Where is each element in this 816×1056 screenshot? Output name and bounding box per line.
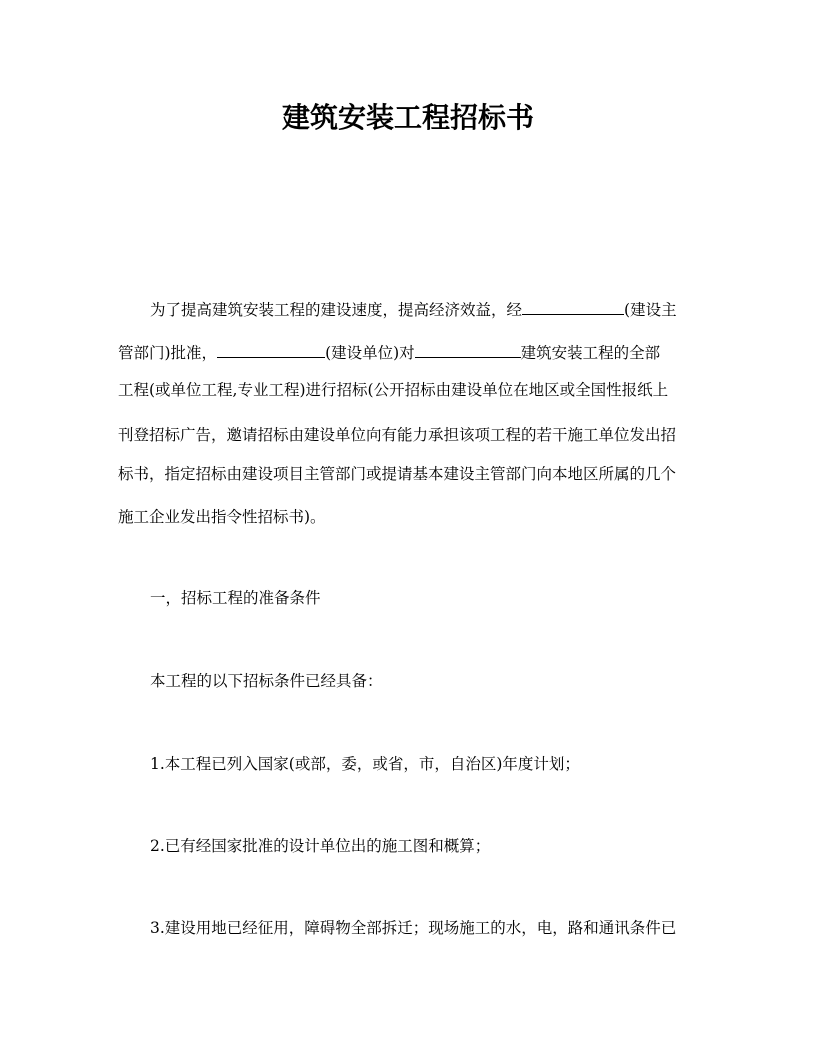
text-fragment: 建筑安装工程的全部 xyxy=(520,344,661,362)
fill-in-blank xyxy=(415,341,521,358)
text-fragment: (建设主 xyxy=(624,301,677,319)
list-item: 2.已有经国家批准的设计单位出的施工图和概算； xyxy=(150,837,491,855)
paragraph-line: 施工企业发出指令性招标书)。 xyxy=(118,508,326,526)
paragraph-line: 工程(或单位工程,专业工程)进行招标(公开招标由建设单位在地区或全国性报纸上 xyxy=(118,381,669,399)
fill-in-blank xyxy=(217,341,325,358)
text-fragment: (建设单位)对 xyxy=(325,344,415,362)
list-item: 1.本工程已列入国家(或部，委，或省，市，自治区)年度计划； xyxy=(150,755,580,773)
section-heading: 一，招标工程的准备条件 xyxy=(150,589,321,607)
document-title: 建筑安装工程招标书 xyxy=(281,101,534,134)
paragraph-line xyxy=(150,298,740,320)
paragraph-line: 本工程的以下招标条件已经具备： xyxy=(150,672,383,690)
paragraph-line: 刊登招标广告，邀请招标由建设单位向有能力承担该项工程的若干施工单位发出招 xyxy=(118,426,677,444)
paragraph-line xyxy=(118,341,708,363)
paragraph-line: 标书，指定招标由建设项目主管部门或提请基本建设主管部门向本地区所属的几个 xyxy=(118,465,677,483)
fill-in-blank xyxy=(522,298,624,315)
list-item: 3.建设用地已经征用，障碍物全部拆迁；现场施工的水，电，路和通讯条件已 xyxy=(150,919,677,937)
text-fragment: 为了提高建筑安装工程的建设速度，提高经济效益，经 xyxy=(150,301,523,319)
text-fragment: 管部门)批准， xyxy=(118,344,218,362)
